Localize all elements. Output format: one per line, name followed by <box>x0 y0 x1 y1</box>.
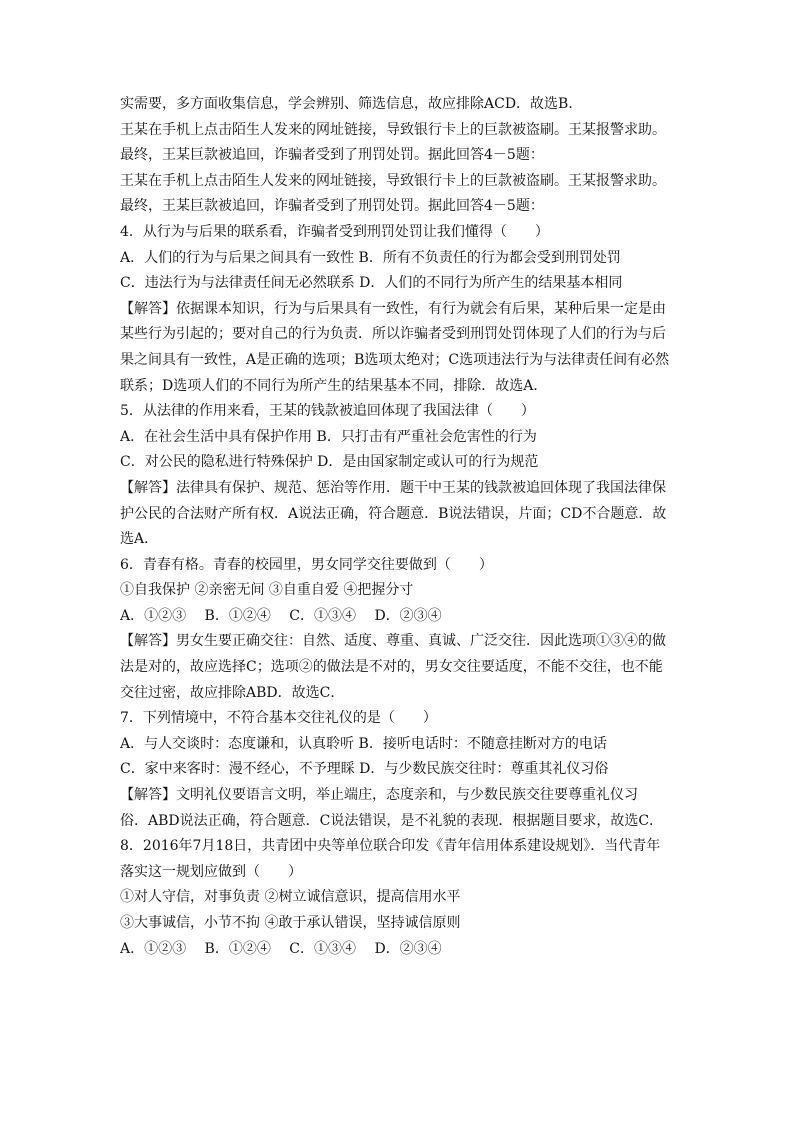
answer-5-line: 【解答】法律具有保护、规范、惩治等作用．题干中王某的钱款被追回体现了我国法律保 <box>120 479 666 496</box>
text-line: 实需要，多方面收集信息，学会辨别、筛选信息，故应排除ACD．故选B． <box>120 96 583 112</box>
answer-4-line: 【解答】依据课本知识，行为与后果具有一致性，有行为就会有后果，某种后果一定是由 <box>120 300 666 317</box>
question-7-options-ab: A．与人交谈时：态度谦和，认真聆听 B．接听电话时：不随意挂断对方的电话 <box>120 735 607 752</box>
question-6-items: ①自我保护 ②亲密无间 ③自重自爱 ④把握分寸 <box>120 582 414 599</box>
question-4-stem: 4．从行为与后果的联系看，诈骗者受到刑罚处罚让我们懂得（ ） <box>120 223 549 240</box>
text-line: 王某在手机上点击陌生人发来的网址链接，导致银行卡上的巨款被盗刷。王某报警求助。 <box>120 121 666 138</box>
answer-4-line: 某些行为引起的；要对自己的行为负责．所以诈骗者受到刑罚处罚体现了人们的行为与后 <box>120 326 666 343</box>
document-page <box>120 92 680 962</box>
question-8-items: ①对人守信，对事负责 ②树立诚信意识，提高信用水平 <box>120 889 461 906</box>
answer-5-line: 选A． <box>120 531 159 548</box>
answer-6-line: 法是对的，故应选择C；选项②的做法是不对的，男女交往要适度，不能不交往，也不能 <box>120 659 663 676</box>
question-6-options: A．①②③ B．①②④ C．①③④ D．②③④ <box>120 607 442 624</box>
question-4-options-cd: C．违法行为与法律责任间无必然联系 D．人们的不同行为所产生的结果基本相同 <box>120 275 623 292</box>
answer-4-line: 果之间具有一致性，A是正确的选项；B选项太绝对；C选项违法行为与法律责任间有必然 <box>120 351 670 368</box>
question-5-stem: 5．从法律的作用来看，王某的钱款被追回体现了我国法律（ ） <box>120 403 535 420</box>
question-4-options-ab: A．人们的行为与后果之间具有一致性 B．所有不负责任的行为都会受到刑罚处罚 <box>120 249 621 266</box>
text-line: 最终，王某巨款被追回，诈骗者受到了刑罚处罚。据此回答4－5题： <box>120 198 544 215</box>
question-7-options-cd: C．家中来客时：漫不经心，不予理睬 D．与少数民族交往时：尊重其礼仪习俗 <box>120 761 609 778</box>
answer-7-line: 【解答】文明礼仪要语言文明，举止端庄，态度亲和，与少数民族交往要尊重礼仪习 <box>120 787 638 804</box>
question-8-stem: 落实这一规划应做到（ ） <box>120 863 302 880</box>
answer-7-line: 俗．ABD说法正确，符合题意．C说法错误，是不礼貌的表现．根据题目要求，故选C． <box>120 812 664 829</box>
answer-6-line: 交往过密，故应排除ABD．故选C． <box>120 684 345 701</box>
question-5-options-cd: C．对公民的隐私进行特殊保护 D．是由国家制定或认可的行为规范 <box>120 454 539 471</box>
question-8-options: A．①②③ B．①②④ C．①③④ D．②③④ <box>120 940 442 957</box>
answer-5-line: 护公民的合法财产所有权．A说法正确，符合题意．B说法错误，片面；CD不合题意．故 <box>120 505 667 522</box>
question-5-options-ab: A．在社会生活中具有保护作用 B．只打击有严重社会危害性的行为 <box>120 428 537 445</box>
question-6-stem: 6．青春有格。青春的校园里，男女同学交往要做到（ ） <box>120 556 493 573</box>
answer-4-line: 联系；D选项人们的不同行为所产生的结果基本不同，排除．故选A． <box>120 377 548 394</box>
question-8-items: ③大事诚信，小节不拘 ④敢于承认错误，坚持诚信原则 <box>120 915 461 931</box>
question-8-stem: 8．2016年7月18日，共青团中央等单位联合印发《青年信用体系建设规划》．当代青年 <box>120 838 661 855</box>
answer-6-line: 【解答】男女生要正确交往：自然、适度、尊重、真诚、广泛交往．因此选项①③④的做 <box>120 633 666 650</box>
text-line: 最终，王某巨款被追回，诈骗者受到了刑罚处罚。据此回答4－5题： <box>120 147 544 164</box>
question-7-stem: 7．下列情境中，不符合基本交往礼仪的是（ ） <box>120 710 437 727</box>
text-line: 王某在手机上点击陌生人发来的网址链接，导致银行卡上的巨款被盗刷。王某报警求助。 <box>120 172 666 189</box>
